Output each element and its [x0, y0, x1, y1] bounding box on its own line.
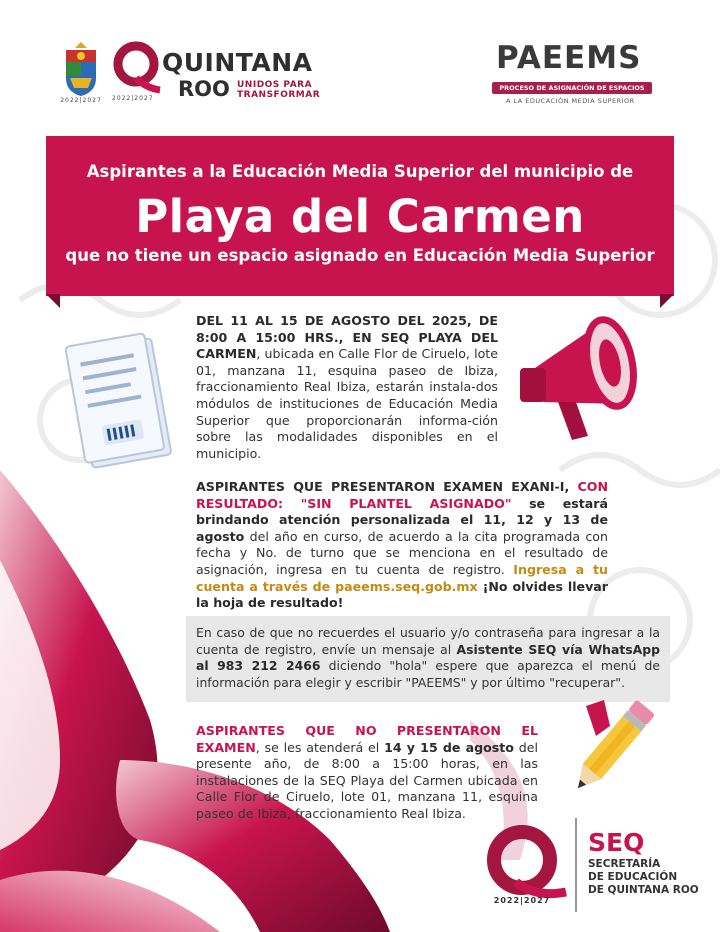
- banner-place-title: Playa del Carmen: [135, 190, 585, 243]
- paeems-logo: [488, 40, 658, 110]
- footer-q-logo: [476, 820, 576, 920]
- paeems-account-link[interactable]: Ingresa a tu cuenta a través de paeems.seq.gob.mx: [196, 561, 608, 594]
- attention-dates: se estará brindando atención personalizada el 11, 12 y 13 de agosto: [196, 495, 608, 544]
- title-banner: [46, 136, 674, 296]
- info-paragraph-1: [196, 313, 498, 462]
- document-icon: [58, 330, 186, 478]
- attention-text-2: del presente año, de 8:00 a 15:00 horas, en las instalaciones de la SEQ Playa del Carmen ubicada en Calle Flor de Ciruelo, lote 01, manzana 11, esquina paseo de Ibiza, fraccionamiento Real Ibiza.: [196, 739, 538, 821]
- pencil-icon: [560, 700, 660, 800]
- qroo-name-line1: QUINTANA: [162, 48, 313, 77]
- banner-top-line: Aspirantes a la Educación Media Superior del municipio de: [86, 162, 634, 181]
- result-sheet-reminder: ¡No olvides llevar la hoja de resultado!: [196, 578, 608, 611]
- info-paragraph-4: [196, 723, 538, 823]
- banner-bottom-line: que no tiene un espacio asignado en Educación Media Superior: [65, 246, 655, 265]
- seq-full-name: [588, 858, 699, 897]
- seq-logo-text: SEQ: [588, 828, 645, 857]
- applicants-with-exam: ASPIRANTES QUE PRESENTARON EXAMEN EXANI-I,: [196, 479, 578, 494]
- location-details: , ubicada en Calle Flor de Ciruelo, lote 01, manzana 11, esquina paseo de Ibiza, fraccionamiento Real Ibiza, estarán instala-dos módulos de instituciones de Educación Media Superior que proporcionarán informa-ción sobre las modalidades disponibles en el municipio.: [196, 346, 498, 461]
- footer-year-label: 2022|2027: [493, 896, 551, 905]
- qroo-tagline: UNIDOS PARA TRANSFORMAR: [237, 80, 321, 100]
- paeems-subtag: A LA EDUCACIÓN MEDIA SUPERIOR: [506, 97, 635, 105]
- attention-dates-no-exam: 14 y 15 de agosto: [384, 739, 514, 755]
- quintana-roo-logo: [112, 40, 321, 110]
- result-status: CON RESULTADO: "SIN PLANTEL ASIGNADO": [196, 479, 608, 511]
- whatsapp-contact[interactable]: Asistente SEQ vía WhatsApp al 983 212 2466: [196, 641, 660, 674]
- shield-year-label: 2022|2027: [60, 97, 102, 104]
- qroo-year-label: 2022|2027: [112, 95, 154, 102]
- megaphone-icon: [510, 308, 660, 446]
- banner-fold-left: [46, 294, 60, 308]
- paeems-name: PAEEMS: [496, 40, 642, 76]
- footer-divider: [575, 818, 577, 912]
- seq-name-line1: SECRETARÍA: [588, 858, 661, 870]
- password-recovery-box: [186, 616, 670, 702]
- paeems-tagline: PROCESO DE ASIGNACIÓN DE ESPACIOS: [492, 82, 652, 94]
- attention-text-1: , se les atenderá el: [255, 739, 385, 755]
- event-dates: DEL 11 AL 15 DE AGOSTO DEL 2025, DE 8:00 A 15:00 HRS., EN SEQ PLAYA DEL CARMEN: [196, 313, 498, 362]
- recovery-text-1: En caso de que no recuerdes el usuario y/o contraseña para ingresar a la cuenta de registro, envíe un mensaje al: [196, 625, 660, 657]
- recovery-text-2: diciendo "hola" espere que aparezca el menú de información para elegir y escribir "PAEEMS" y por último "recuperar".: [196, 658, 661, 690]
- info-paragraph-2: [196, 479, 608, 612]
- seq-name-line2: DE EDUCACIÓN: [588, 871, 678, 883]
- qroo-name-line2: ROO: [178, 77, 230, 101]
- appointment-details: del año en curso, de acuerdo a la cita programada con fecha y No. de turno que se menciona en el resultado de asignación, ingresa en tu cuenta de registro.: [196, 528, 608, 577]
- q-logo-mark: [112, 40, 162, 96]
- banner-fold-right: [660, 294, 674, 308]
- seq-name-line3: DE QUINTANA ROO: [588, 884, 699, 896]
- applicants-without-exam: ASPIRANTES QUE NO PRESENTARON EL EXAMEN: [196, 723, 538, 755]
